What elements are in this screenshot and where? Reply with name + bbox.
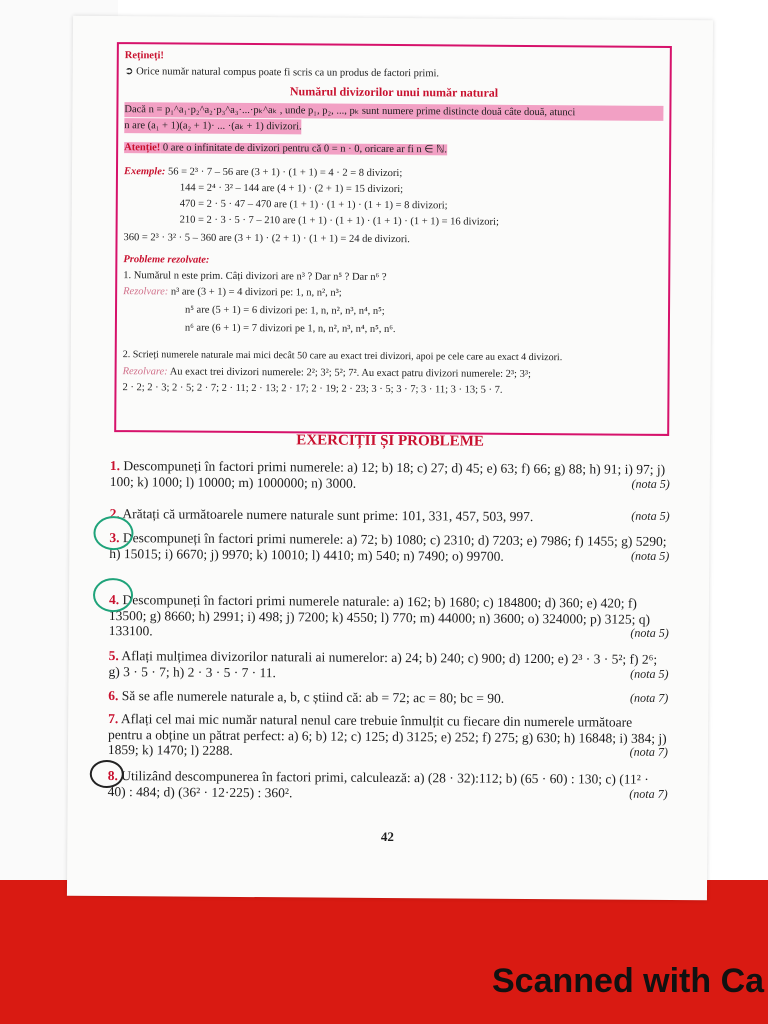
nota-label: (nota 7) — [629, 744, 669, 759]
rezolvare-label-2: Rezolvare: — [122, 366, 168, 378]
nota-label: (nota 5) — [630, 666, 669, 681]
exercise-3 — [109, 530, 669, 565]
exercise-4 — [109, 592, 669, 642]
theory-box — [114, 42, 672, 436]
atentie-text: 0 are o infinitate de divizori pentru că 0 = n · 0, oricare ar fi n ∈ ℕ. — [160, 142, 448, 156]
rule-text: ➲ Orice număr natural compus poate fi scris ca un produs de factori primi. — [124, 66, 440, 80]
example-5: 360 = 2³ · 3² · 5 – 360 are (3 + 1) · (2 + 1) · (1 + 1) = 24 de divizori. — [123, 232, 410, 246]
exercise-text: Arătați că următoarele numere naturale sunt prime: 101, 331, 457, 503, 997. — [119, 506, 534, 525]
exercise-8 — [108, 768, 668, 803]
exercise-number: 8. — [107, 768, 118, 784]
atentie-label: Atenție! — [124, 142, 161, 154]
formula-line-1: Dacă n = p₁^a₁·p₂^a₂·p₃^a₃·...·pₖ^aₖ , unde p₁, p₂, ..., pₖ sunt numere prime distincte două câte două, atunci — [124, 102, 663, 121]
rezolvare-label: Rezolvare: — [123, 286, 169, 298]
example-4: 210 = 2 · 3 · 5 · 7 – 210 are (1 + 1) · (1 + 1) · (1 + 1) · (1 + 1) = 16 divizori; — [179, 214, 499, 228]
scanner-watermark: Scanned with Ca — [492, 962, 765, 1000]
solution-1a: n³ are (3 + 1) = 4 divizori pe: 1, n, n², n³; — [168, 286, 342, 299]
handwritten-circle-4 — [93, 578, 133, 612]
example-3: 470 = 2 · 5 · 47 – 470 are (1 + 1) · (1 + 1) · (1 + 1) = 8 divizori; — [179, 198, 448, 212]
nota-label: (nota 5) — [631, 508, 670, 523]
formula-line-2: n are (a₁ + 1)(a₂ + 1)· ... ·(aₖ + 1) divizori. — [124, 118, 301, 134]
exercise-number: 4. — [108, 592, 120, 608]
nota-label: (nota 5) — [630, 625, 669, 640]
solution-2a: Au exact trei divizori numerele: 2²; 3²; 5²; 7². Au exact patru divizori numerele: 2³; 3³; — [167, 366, 531, 380]
exercise-text: Descompuneți în factori primi numerele naturale: a) 162; b) 1680; c) 184800; d) 360; e) 420; f) 13500; g) 8660; h) 2991; i) 498; j) 7200; k) 4550; l) 770; m) 44000; n) 3600; o) 324000; p) 3125; q) 133100. — [108, 592, 651, 639]
red-surface — [0, 880, 768, 1024]
nota-label: (nota 5) — [631, 476, 670, 491]
exercise-number: 6. — [108, 688, 119, 704]
exercise-text: Descompuneți în factori primi numerele: a) 72; b) 1080; c) 2310; d) 7203; e) 7986; f) 1455; g) 5290; h) 15015; i) 6670; j) 9970; k) 10010; l) 4410; m) 540; n) 7490; o) 99700. — [109, 530, 667, 564]
exercise-text: Aflați cel mai mic număr natural nenul care trebuie înmulțit cu fiecare din numerele următoare pentru a obține un pătrat perfect: a) 6; b) 12; c) 125; d) 3125; e) 252; f) 275; g) 630; h) 16848; i) 384; j) 1859; k) 1470; l) 2288. — [107, 711, 667, 758]
nota-label: (nota 5) — [630, 548, 670, 563]
solution-2b: 2 · 2; 2 · 3; 2 · 5; 2 · 7; 2 · 11; 2 · 13; 2 · 17; 2 · 19; 2 · 23; 3 · 5; 3 · 7; 3 · 11; 3 · 13; 5 · 7. — [122, 382, 503, 396]
exercise-text: Descompuneți în factori primi numerele: a) 12; b) 18; c) 27; d) 45; e) 63; f) 66; g) 88; h) 91; i) 97; j) 100; k) 1000; l) 10000; m) 1000000; n) 3000. — [109, 458, 666, 491]
exercise-number: 3. — [109, 530, 120, 546]
exercise-5 — [108, 648, 668, 683]
exercise-6 — [108, 688, 668, 707]
example-1: 56 = 2³ · 7 – 56 are (3 + 1) · (1 + 1) = 4 · 2 = 8 divizori; — [165, 166, 403, 180]
probleme-label: Probleme rezolvate: — [123, 254, 210, 266]
exercise-text: Aflați mulțimea divizorilor naturali ai numerelor: a) 24; b) 240; c) 900; d) 1200; e) 2³ · 3 · 5²; f) 2⁶; g) 3 · 5 · 7; h) 2 · 3 · 5 · 7 · 11. — [108, 648, 658, 680]
exercise-number: 5. — [108, 648, 119, 664]
exercise-2 — [110, 506, 670, 525]
exercise-number: 2. — [109, 506, 120, 522]
book-page — [67, 16, 713, 900]
problem-1: 1. Numărul n este prim. Câți divizori are n³ ? Dar n⁵ ? Dar n⁶ ? — [123, 270, 387, 283]
exercise-number: 7. — [108, 711, 119, 727]
exercise-text: Utilizând descompunerea în factori primi, calculează: a) (28 · 32):112; b) (65 · 60) : 130; c) (11² · 40) : 484; d) (36² · 12·225) : 360². — [107, 768, 649, 800]
solution-1b: n⁵ are (5 + 1) = 6 divizori pe: 1, n, n², n³, n⁴, n⁵; — [184, 304, 385, 317]
solution-1c: n⁶ are (6 + 1) = 7 divizori pe 1, n, n², n³, n⁴, n⁵, n⁶. — [184, 322, 396, 336]
handwritten-circle-3 — [93, 516, 133, 550]
handwritten-circle-8 — [90, 760, 124, 788]
section-title: EXERCIȚII ȘI PROBLEME — [296, 432, 484, 450]
nota-label: (nota 7) — [629, 690, 669, 705]
problem-2: 2. Scrieți numerele naturale mai mici decât 50 care au exact trei divizori, apoi pe cele care au exact 4 divizori. — [122, 349, 563, 364]
nota-label: (nota 7) — [629, 786, 668, 801]
exercise-7 — [108, 711, 668, 761]
exercise-text: Să se afle numerele naturale a, b, c știind că: ab = 72; ac = 80; bc = 90. — [118, 688, 505, 706]
retineti-label: Rețineți! — [124, 50, 164, 62]
exercise-number: 1. — [109, 458, 121, 474]
page-number: 42 — [380, 828, 394, 845]
exercise-1 — [110, 458, 670, 493]
exemple-label: Exemple: — [123, 166, 166, 178]
example-2: 144 = 2⁴ · 3² – 144 are (4 + 1) · (2 + 1) = 15 divizori; — [179, 182, 404, 196]
box-heading: Numărul divizorilor unui număr natural — [289, 84, 499, 100]
